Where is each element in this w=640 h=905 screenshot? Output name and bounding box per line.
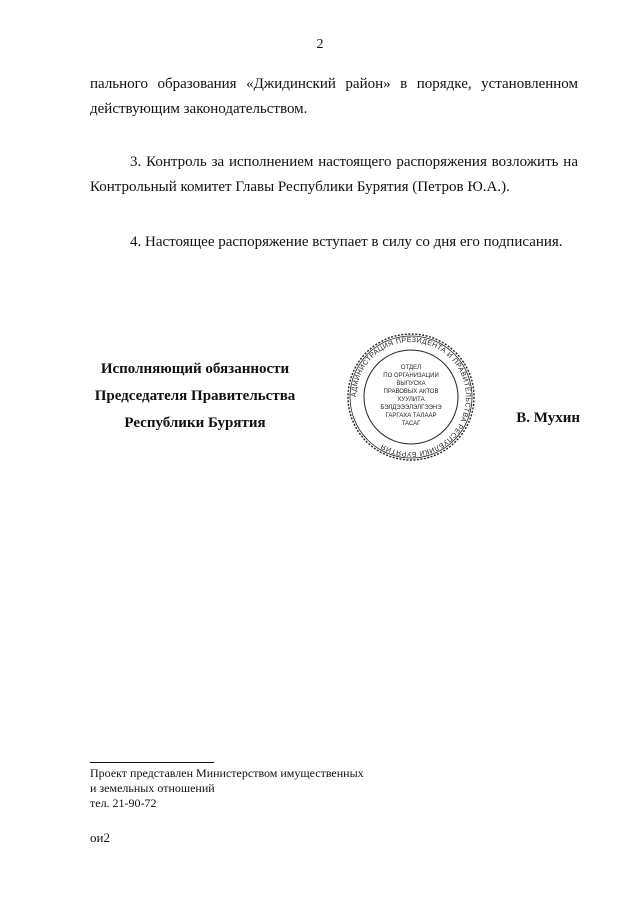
seal-center-line: ОТДЕЛ bbox=[400, 365, 422, 371]
signatory-title-line: Республики Бурятия bbox=[124, 415, 266, 431]
seal-center-line: ТАСАГ bbox=[401, 421, 421, 427]
footnote-line: и земельных отношений bbox=[90, 781, 215, 795]
footnote bbox=[90, 766, 364, 811]
seal-center-line: ПРАВОВЫХ АКТОВ bbox=[383, 389, 439, 395]
signatory-title-line: Председателя Правительства bbox=[94, 388, 296, 404]
paragraph-effective-date-clause: 4. Настоящее распоряжение вступает в силу со дня его подписания. bbox=[130, 234, 563, 250]
paragraph-control-clause: 3. Контроль за исполнением настоящего распоряжения возложить на Контрольный комитет Главы Республики Бурятия (Петров Ю.А.). bbox=[90, 154, 578, 195]
seal-center-line: ВЫПУСКА bbox=[396, 381, 426, 387]
footnote-divider bbox=[90, 762, 214, 763]
page-number: 2 bbox=[316, 37, 324, 52]
seal-center-line: ПО ОРГАНИЗАЦИИ bbox=[383, 373, 439, 379]
seal-center-line: ХУУЛИТА bbox=[397, 397, 425, 403]
footnote-line: Проект представлен Министерством имущественных bbox=[90, 766, 364, 780]
signatory-name: В. Мухин bbox=[516, 410, 580, 426]
official-seal-stamp bbox=[340, 332, 482, 462]
seal-center-line: БЭЛДЭЭЭЛЭЛГЭЭНЭ bbox=[380, 405, 442, 411]
seal-center-line: ГАРГАХА ТАЛААР bbox=[385, 413, 437, 419]
signatory-title bbox=[90, 356, 300, 437]
document-code: ои2 bbox=[90, 830, 110, 845]
signatory-title-line: Исполняющий обязанности bbox=[100, 361, 290, 377]
seal-outer-text: АДМИНИСТРАЦИЯ ПРЕЗИДЕНТА И ПРАВИТЕЛЬСТВА РЕСПУБЛИКИ БУРЯТИЯ bbox=[350, 336, 472, 458]
paragraph-continuation: пального образования «Джидинский район» в порядке, установленном действующим законодательством. bbox=[90, 76, 578, 117]
footnote-line: тел. 21-90-72 bbox=[90, 796, 157, 810]
